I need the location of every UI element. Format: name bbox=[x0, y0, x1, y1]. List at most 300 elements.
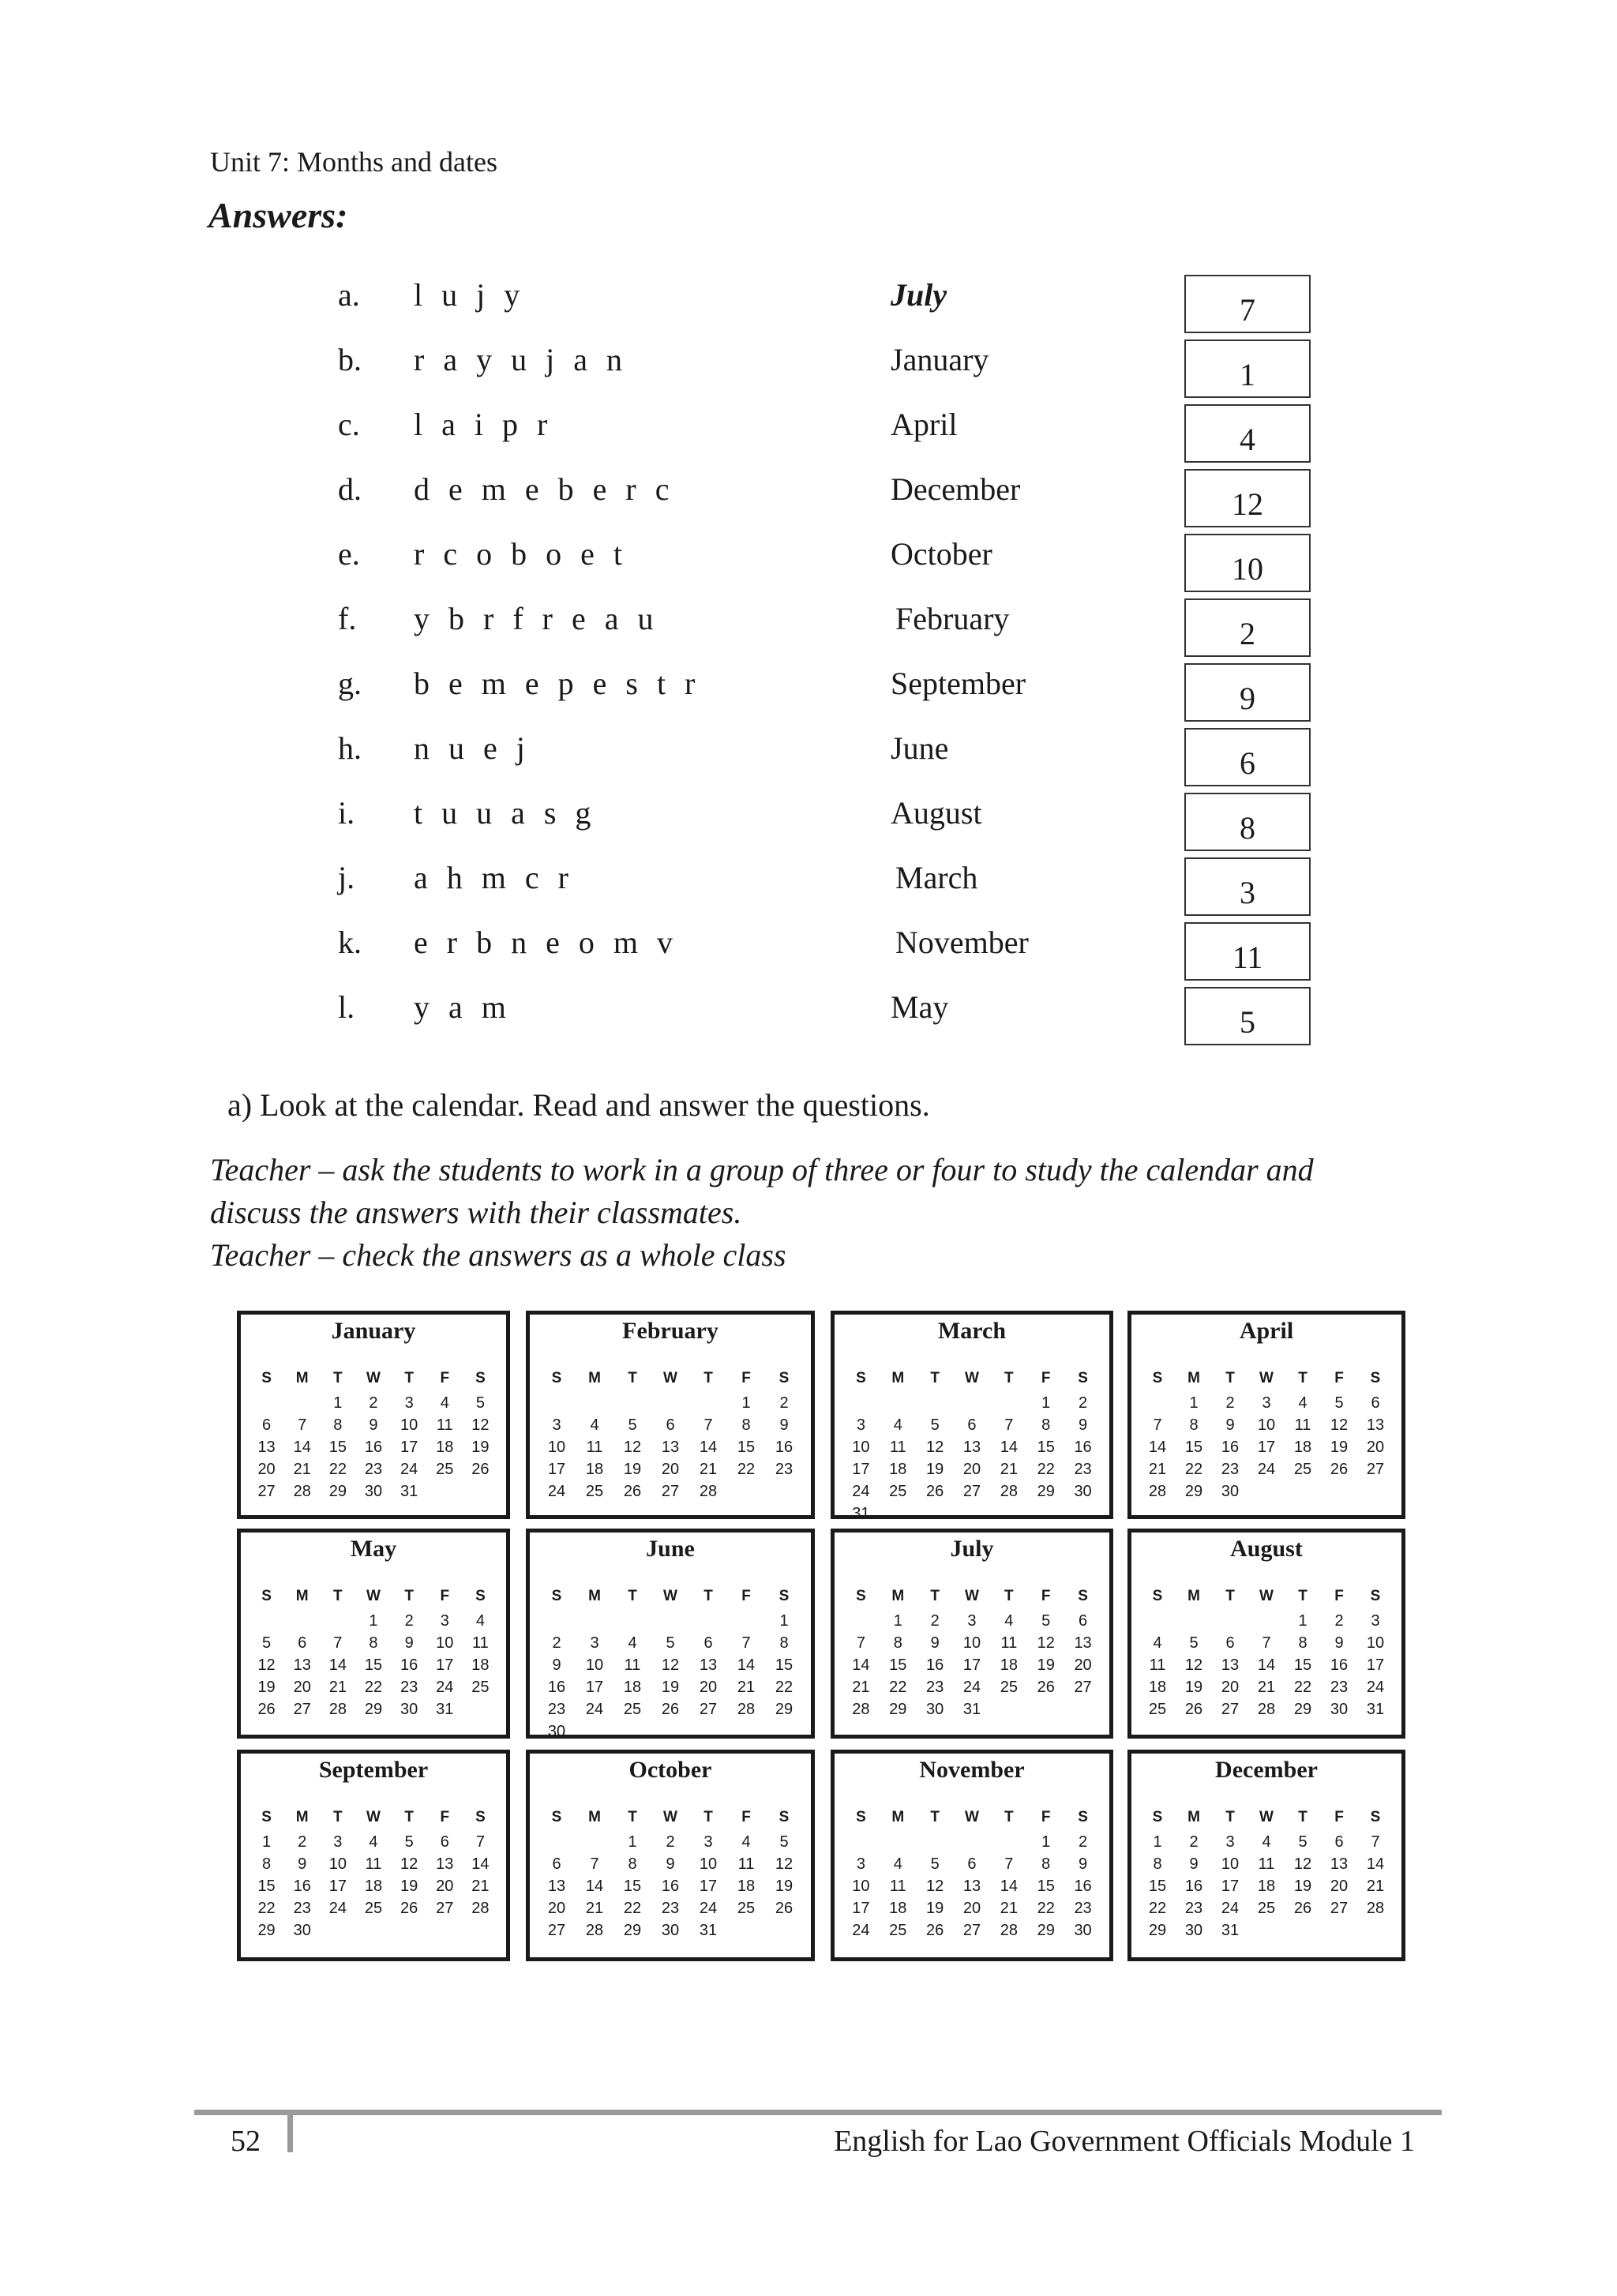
empty-day bbox=[576, 1831, 613, 1853]
teacher-note: Teacher – check the answers as a whole class bbox=[210, 1237, 786, 1273]
weekday-header: F bbox=[1041, 1370, 1051, 1386]
day-number: 14 bbox=[471, 1855, 490, 1873]
day-number: 21 bbox=[737, 1679, 756, 1696]
day-number: 9 bbox=[779, 1416, 789, 1434]
day-number: 30 bbox=[926, 1701, 944, 1718]
day-number: 17 bbox=[962, 1656, 981, 1674]
weekday-header: S bbox=[1152, 1370, 1163, 1386]
day-number: 11 bbox=[365, 1855, 382, 1873]
day-number: 13 bbox=[1330, 1855, 1349, 1873]
day-number: 14 bbox=[737, 1656, 756, 1674]
day-number: 18 bbox=[889, 1461, 907, 1478]
day-number: 17 bbox=[1221, 1878, 1240, 1895]
day-number: 2 bbox=[1079, 1833, 1088, 1851]
weekday-header: S bbox=[1078, 1370, 1088, 1386]
day-number: 11 bbox=[1258, 1855, 1275, 1873]
day-grid bbox=[842, 1583, 1101, 1720]
day-number: 15 bbox=[1293, 1656, 1312, 1674]
day-number: 12 bbox=[1293, 1855, 1312, 1873]
day-number: 9 bbox=[404, 1634, 414, 1652]
day-number: 19 bbox=[257, 1679, 276, 1696]
day-number: 7 bbox=[703, 1416, 713, 1434]
weekday-header: T bbox=[404, 1809, 414, 1825]
day-number: 24 bbox=[328, 1900, 347, 1917]
day-number: 6 bbox=[666, 1416, 675, 1434]
weekday-header: F bbox=[1041, 1809, 1051, 1825]
day-number: 2 bbox=[552, 1634, 561, 1652]
day-number: 11 bbox=[586, 1439, 603, 1456]
weekday-header: W bbox=[366, 1809, 381, 1825]
month-calendar bbox=[526, 1750, 815, 1961]
item-letter: h. bbox=[338, 730, 362, 766]
day-number: 26 bbox=[661, 1701, 680, 1718]
day-number: 20 bbox=[436, 1878, 454, 1895]
day-number: 4 bbox=[440, 1394, 449, 1412]
weekday-header: T bbox=[1004, 1588, 1014, 1604]
day-number: 20 bbox=[1330, 1878, 1349, 1895]
weekday-header: T bbox=[930, 1809, 940, 1825]
day-number: 8 bbox=[741, 1416, 751, 1434]
scrambled-word: y a m bbox=[414, 989, 512, 1025]
weekday-header: F bbox=[1334, 1370, 1344, 1386]
day-number: 14 bbox=[1257, 1656, 1276, 1674]
day-number: 18 bbox=[889, 1900, 907, 1917]
day-number: 5 bbox=[262, 1634, 272, 1652]
day-number: 19 bbox=[661, 1679, 680, 1696]
day-number: 25 bbox=[585, 1483, 604, 1500]
day-number: 25 bbox=[1293, 1461, 1312, 1478]
month-name: August bbox=[1230, 1536, 1303, 1562]
weekday-header: T bbox=[1225, 1370, 1235, 1386]
day-number: 1 bbox=[741, 1394, 751, 1412]
weekday-header: T bbox=[703, 1370, 713, 1386]
answer-row bbox=[0, 341, 1617, 406]
day-number: 11 bbox=[1000, 1634, 1018, 1652]
month-answer: August bbox=[891, 795, 982, 831]
day-number: 5 bbox=[930, 1416, 940, 1434]
weekday-header: W bbox=[965, 1370, 979, 1386]
day-number: 26 bbox=[1330, 1461, 1349, 1478]
day-number: 22 bbox=[1293, 1679, 1312, 1696]
scrambled-word: l a i p r bbox=[414, 407, 553, 442]
day-number: 25 bbox=[737, 1900, 756, 1917]
day-number: 30 bbox=[1221, 1483, 1240, 1500]
day-number: 11 bbox=[1294, 1416, 1311, 1434]
month-name: November bbox=[919, 1757, 1025, 1783]
day-number: 3 bbox=[1371, 1612, 1380, 1630]
month-name: June bbox=[646, 1536, 695, 1562]
month-answer: November bbox=[895, 925, 1029, 960]
month-calendar bbox=[1127, 1750, 1405, 1961]
answer-row bbox=[0, 989, 1617, 1053]
day-number: 22 bbox=[1184, 1461, 1203, 1478]
day-number: 3 bbox=[856, 1416, 865, 1434]
day-number: 5 bbox=[1189, 1634, 1199, 1652]
weekday-header: W bbox=[366, 1588, 381, 1604]
day-number: 19 bbox=[926, 1900, 944, 1917]
day-number: 23 bbox=[400, 1679, 418, 1696]
day-number: 29 bbox=[1184, 1483, 1203, 1500]
day-number: 26 bbox=[926, 1483, 944, 1500]
scrambled-word: y b r f r e a u bbox=[414, 601, 659, 636]
weekday-header: M bbox=[1187, 1588, 1200, 1604]
weekday-header: T bbox=[628, 1588, 637, 1604]
day-number: 15 bbox=[364, 1656, 383, 1674]
day-grid bbox=[249, 1583, 498, 1720]
weekday-header: S bbox=[778, 1588, 790, 1604]
day-number: 16 bbox=[1221, 1439, 1240, 1456]
weekday-header: S bbox=[1078, 1809, 1088, 1825]
weekday-header: M bbox=[588, 1809, 601, 1825]
day-number: 3 bbox=[703, 1833, 713, 1851]
day-number: 11 bbox=[472, 1634, 489, 1652]
day-number: 15 bbox=[257, 1878, 276, 1895]
weekday-header: S bbox=[475, 1588, 486, 1604]
weekday-header: F bbox=[440, 1809, 450, 1825]
weekday-header: W bbox=[1259, 1809, 1274, 1825]
month-number-box: 12 bbox=[1184, 469, 1311, 527]
empty-day bbox=[576, 1610, 613, 1632]
day-number: 17 bbox=[699, 1878, 718, 1895]
day-number: 28 bbox=[1000, 1922, 1018, 1939]
day-number: 2 bbox=[369, 1394, 378, 1412]
day-number: 18 bbox=[737, 1878, 756, 1895]
day-number: 16 bbox=[1074, 1878, 1092, 1895]
weekday-header: T bbox=[1225, 1809, 1235, 1825]
instruction-text: a) Look at the calendar. Read and answer the questions. bbox=[227, 1087, 930, 1123]
day-number: 5 bbox=[1298, 1833, 1307, 1851]
day-number: 1 bbox=[1041, 1394, 1051, 1412]
day-grid bbox=[1139, 1583, 1394, 1720]
weekday-header: T bbox=[628, 1809, 637, 1825]
day-number: 12 bbox=[400, 1855, 418, 1873]
day-grid bbox=[249, 1804, 498, 1941]
day-number: 12 bbox=[471, 1416, 490, 1434]
month-calendar bbox=[237, 1750, 510, 1961]
day-number: 26 bbox=[1293, 1900, 1312, 1917]
day-number: 25 bbox=[1148, 1701, 1167, 1718]
day-number: 30 bbox=[400, 1701, 418, 1718]
day-number: 23 bbox=[1074, 1461, 1092, 1478]
month-number-box: 8 bbox=[1184, 793, 1311, 851]
day-number: 11 bbox=[436, 1416, 453, 1434]
day-number: 10 bbox=[962, 1634, 981, 1652]
day-number: 13 bbox=[547, 1878, 566, 1895]
weekday-header: W bbox=[965, 1809, 979, 1825]
day-number: 12 bbox=[1330, 1416, 1349, 1434]
day-number: 11 bbox=[889, 1439, 906, 1456]
day-number: 7 bbox=[1371, 1833, 1380, 1851]
day-number: 17 bbox=[1366, 1656, 1385, 1674]
day-number: 5 bbox=[628, 1416, 637, 1434]
day-number: 10 bbox=[1257, 1416, 1276, 1434]
day-number: 28 bbox=[585, 1922, 604, 1939]
day-grid bbox=[1139, 1365, 1394, 1503]
weekday-header: F bbox=[440, 1588, 450, 1604]
month-name: February bbox=[622, 1318, 718, 1344]
scrambled-word: r a y u j a n bbox=[414, 342, 628, 377]
item-letter: f. bbox=[338, 601, 357, 636]
day-number: 28 bbox=[1366, 1900, 1385, 1917]
day-number: 25 bbox=[889, 1483, 907, 1500]
day-number: 14 bbox=[328, 1656, 347, 1674]
day-number: 8 bbox=[333, 1416, 343, 1434]
day-number: 21 bbox=[852, 1679, 870, 1696]
day-grid bbox=[538, 1365, 803, 1503]
empty-day bbox=[651, 1610, 689, 1632]
day-number: 23 bbox=[926, 1679, 944, 1696]
scrambled-word: l u j y bbox=[414, 277, 526, 313]
day-number: 6 bbox=[262, 1416, 272, 1434]
day-number: 26 bbox=[471, 1461, 490, 1478]
day-number: 27 bbox=[699, 1701, 718, 1718]
day-number: 13 bbox=[962, 1439, 981, 1456]
day-number: 3 bbox=[856, 1855, 865, 1873]
day-number: 8 bbox=[893, 1634, 902, 1652]
weekday-header: M bbox=[891, 1588, 905, 1604]
day-number: 29 bbox=[1037, 1483, 1055, 1500]
empty-day bbox=[249, 1610, 284, 1632]
day-number: 2 bbox=[298, 1833, 307, 1851]
empty-day bbox=[613, 1392, 651, 1414]
day-number: 4 bbox=[1262, 1833, 1271, 1851]
day-number: 10 bbox=[585, 1656, 604, 1674]
weekday-header: S bbox=[856, 1370, 866, 1386]
day-number: 19 bbox=[471, 1439, 490, 1456]
day-number: 11 bbox=[889, 1878, 906, 1895]
day-number: 22 bbox=[1148, 1900, 1167, 1917]
empty-day bbox=[880, 1392, 917, 1414]
scrambled-word: d e m e b e r c bbox=[414, 471, 675, 507]
weekday-header: T bbox=[1298, 1370, 1307, 1386]
empty-day bbox=[320, 1610, 355, 1632]
weekday-header: T bbox=[1004, 1370, 1014, 1386]
day-number: 8 bbox=[1041, 1416, 1051, 1434]
day-number: 25 bbox=[1000, 1679, 1018, 1696]
day-number: 13 bbox=[1221, 1656, 1240, 1674]
answer-row bbox=[0, 859, 1617, 924]
empty-day bbox=[842, 1610, 880, 1632]
month-name: March bbox=[937, 1318, 1007, 1344]
day-number: 15 bbox=[889, 1656, 907, 1674]
month-calendar bbox=[526, 1311, 815, 1519]
month-calendar bbox=[831, 1750, 1113, 1961]
day-number: 17 bbox=[852, 1900, 870, 1917]
day-number: 12 bbox=[926, 1878, 944, 1895]
day-number: 23 bbox=[661, 1900, 680, 1917]
day-number: 7 bbox=[475, 1833, 485, 1851]
day-number: 29 bbox=[889, 1701, 907, 1718]
weekday-header: M bbox=[1187, 1370, 1200, 1386]
day-number: 24 bbox=[585, 1701, 604, 1718]
day-number: 21 bbox=[1366, 1878, 1385, 1895]
day-number: 9 bbox=[298, 1855, 307, 1873]
day-number: 17 bbox=[852, 1461, 870, 1478]
day-number: 6 bbox=[552, 1855, 561, 1873]
weekday-header: S bbox=[551, 1370, 562, 1386]
day-number: 16 bbox=[400, 1656, 418, 1674]
day-number: 10 bbox=[436, 1634, 454, 1652]
day-number: 1 bbox=[1298, 1612, 1307, 1630]
day-number: 13 bbox=[661, 1439, 680, 1456]
day-number: 10 bbox=[1366, 1634, 1385, 1652]
day-number: 7 bbox=[333, 1634, 343, 1652]
day-number: 26 bbox=[926, 1922, 944, 1939]
day-number: 12 bbox=[661, 1656, 680, 1674]
day-number: 14 bbox=[1148, 1439, 1167, 1456]
day-number: 28 bbox=[471, 1900, 490, 1917]
day-number: 1 bbox=[262, 1833, 272, 1851]
day-number: 1 bbox=[893, 1612, 902, 1630]
day-number: 27 bbox=[1366, 1461, 1385, 1478]
day-number: 3 bbox=[967, 1612, 977, 1630]
day-number: 20 bbox=[962, 1461, 981, 1478]
month-name: December bbox=[1215, 1757, 1318, 1783]
day-number: 26 bbox=[775, 1900, 793, 1917]
day-number: 24 bbox=[962, 1679, 981, 1696]
weekday-header: M bbox=[891, 1809, 905, 1825]
day-number: 24 bbox=[852, 1922, 870, 1939]
answer-row bbox=[0, 406, 1617, 471]
day-number: 8 bbox=[369, 1634, 378, 1652]
day-number: 23 bbox=[1074, 1900, 1092, 1917]
day-number: 18 bbox=[1000, 1656, 1018, 1674]
year-calendar bbox=[237, 1311, 1405, 1966]
day-number: 15 bbox=[328, 1439, 347, 1456]
weekday-header: S bbox=[261, 1370, 272, 1386]
weekday-header: W bbox=[1259, 1370, 1274, 1386]
month-name: October bbox=[628, 1757, 712, 1783]
day-number: 5 bbox=[666, 1634, 675, 1652]
scrambled-word: n u e j bbox=[414, 730, 531, 766]
day-number: 6 bbox=[967, 1855, 977, 1873]
day-number: 4 bbox=[628, 1634, 637, 1652]
day-number: 24 bbox=[547, 1483, 566, 1500]
empty-day bbox=[576, 1392, 613, 1414]
weekday-header: S bbox=[856, 1588, 866, 1604]
day-number: 23 bbox=[293, 1900, 311, 1917]
day-number: 21 bbox=[471, 1878, 490, 1895]
answer-row bbox=[0, 665, 1617, 730]
day-number: 22 bbox=[1037, 1900, 1055, 1917]
page-number: 52 bbox=[231, 2125, 261, 2158]
day-number: 18 bbox=[364, 1878, 383, 1895]
day-number: 30 bbox=[364, 1483, 383, 1500]
weekday-header: F bbox=[440, 1370, 450, 1386]
day-number: 13 bbox=[293, 1656, 311, 1674]
month-name: April bbox=[1239, 1318, 1294, 1344]
day-number: 4 bbox=[590, 1416, 599, 1434]
day-number: 20 bbox=[1221, 1679, 1240, 1696]
day-number: 27 bbox=[962, 1483, 981, 1500]
day-number: 4 bbox=[475, 1612, 485, 1630]
day-number: 4 bbox=[741, 1833, 751, 1851]
empty-day bbox=[1212, 1610, 1248, 1632]
day-number: 2 bbox=[1334, 1612, 1344, 1630]
day-number: 9 bbox=[930, 1634, 940, 1652]
day-number: 10 bbox=[1221, 1855, 1240, 1873]
day-number: 27 bbox=[962, 1922, 981, 1939]
day-number: 16 bbox=[1330, 1656, 1349, 1674]
weekday-header: T bbox=[333, 1809, 343, 1825]
day-number: 4 bbox=[893, 1855, 902, 1873]
day-number: 4 bbox=[893, 1416, 902, 1434]
day-number: 8 bbox=[1298, 1634, 1307, 1652]
weekday-header: S bbox=[1152, 1588, 1163, 1604]
day-number: 27 bbox=[436, 1900, 454, 1917]
day-number: 13 bbox=[1074, 1634, 1092, 1652]
empty-day bbox=[538, 1392, 576, 1414]
day-number: 30 bbox=[293, 1922, 311, 1939]
day-number: 29 bbox=[1148, 1922, 1167, 1939]
day-number: 21 bbox=[1000, 1900, 1018, 1917]
day-number: 16 bbox=[775, 1439, 793, 1456]
day-number: 25 bbox=[623, 1701, 642, 1718]
day-number: 27 bbox=[257, 1483, 276, 1500]
month-calendar bbox=[526, 1529, 815, 1739]
day-number: 1 bbox=[1153, 1833, 1162, 1851]
month-number-box: 4 bbox=[1184, 404, 1311, 463]
weekday-header: S bbox=[1370, 1588, 1381, 1604]
month-calendar bbox=[1127, 1529, 1405, 1739]
day-number: 22 bbox=[737, 1461, 756, 1478]
scrambled-word: e r b n e o m v bbox=[414, 925, 678, 960]
day-number: 16 bbox=[293, 1878, 311, 1895]
month-name: May bbox=[350, 1536, 397, 1562]
day-number: 17 bbox=[547, 1461, 566, 1478]
month-number-box: 9 bbox=[1184, 663, 1311, 722]
empty-day bbox=[954, 1392, 991, 1414]
month-answer: July bbox=[891, 277, 947, 313]
empty-day bbox=[1139, 1392, 1176, 1414]
day-number: 14 bbox=[1000, 1439, 1018, 1456]
day-number: 25 bbox=[1257, 1900, 1276, 1917]
day-number: 17 bbox=[585, 1679, 604, 1696]
day-number: 19 bbox=[1184, 1679, 1203, 1696]
empty-day bbox=[990, 1392, 1027, 1414]
empty-day bbox=[651, 1392, 689, 1414]
day-number: 28 bbox=[699, 1483, 718, 1500]
scrambled-word: a h m c r bbox=[414, 860, 574, 895]
day-number: 12 bbox=[257, 1656, 276, 1674]
weekday-header: W bbox=[366, 1370, 381, 1386]
empty-day bbox=[689, 1392, 727, 1414]
day-number: 27 bbox=[1074, 1679, 1092, 1696]
day-number: 7 bbox=[1004, 1855, 1014, 1873]
day-number: 15 bbox=[737, 1439, 756, 1456]
day-number: 2 bbox=[1079, 1394, 1088, 1412]
weekday-header: T bbox=[404, 1370, 414, 1386]
weekday-header: S bbox=[475, 1809, 486, 1825]
weekday-header: S bbox=[551, 1588, 562, 1604]
month-calendar bbox=[237, 1529, 510, 1739]
weekday-header: F bbox=[1334, 1588, 1344, 1604]
item-letter: g. bbox=[338, 666, 362, 701]
empty-day bbox=[727, 1610, 765, 1632]
day-number: 18 bbox=[1257, 1878, 1276, 1895]
day-number: 20 bbox=[547, 1900, 566, 1917]
day-number: 15 bbox=[1037, 1878, 1055, 1895]
day-number: 19 bbox=[1293, 1878, 1312, 1895]
day-number: 30 bbox=[661, 1922, 680, 1939]
month-name: July bbox=[950, 1536, 994, 1562]
book-title: English for Lao Government Officials Module 1 bbox=[834, 2125, 1415, 2158]
day-number: 8 bbox=[1153, 1855, 1162, 1873]
day-number: 2 bbox=[404, 1612, 414, 1630]
day-number: 16 bbox=[1074, 1439, 1092, 1456]
day-number: 31 bbox=[400, 1483, 418, 1500]
day-number: 14 bbox=[293, 1439, 311, 1456]
